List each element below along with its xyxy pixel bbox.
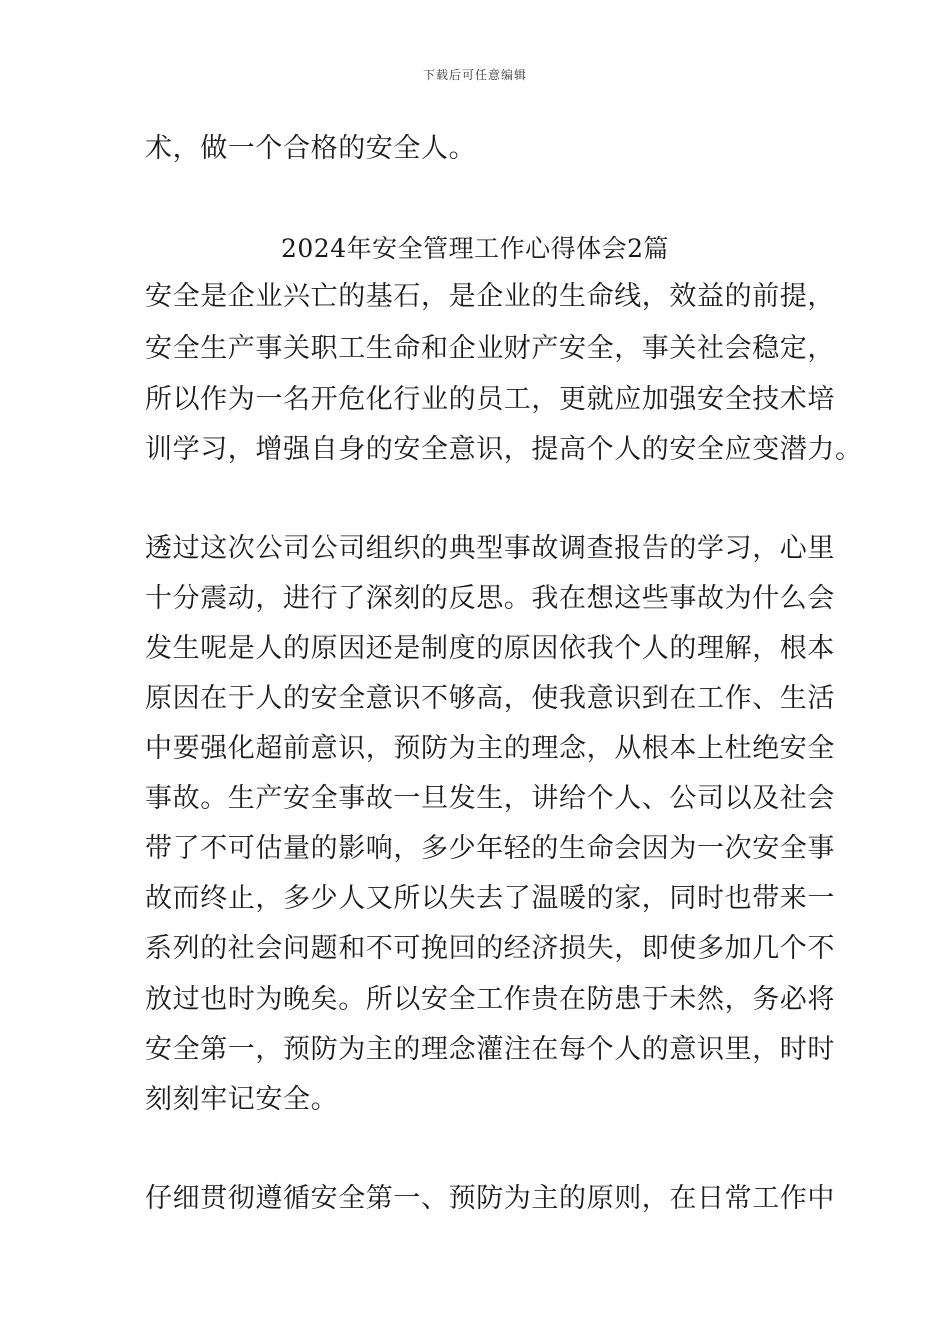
- text-line: 术，做一个合格的安全人。: [145, 133, 477, 164]
- text-line: 安全是企业兴亡的基石，是企业的生命线，效益的前提，: [145, 281, 835, 312]
- text-line: 十分震动，进行了深刻的反思。我在想这些事故为什么会: [145, 583, 835, 614]
- text-line: 带了不可估量的影响，多少年轻的生命会因为一次安全事: [145, 833, 835, 864]
- text-line: 仔细贯彻遵循安全第一、预防为主的原则，在日常工作中: [145, 1183, 835, 1214]
- text-line: 安全第一，预防为主的理念灌注在每个人的意识里，时时: [145, 1034, 835, 1065]
- text-line: 系列的社会问题和不可挽回的经济损失，即使多加几个不: [145, 933, 835, 964]
- text-line: 训学习，增强自身的安全意识，提高个人的安全应变潜力。: [145, 434, 863, 465]
- text-line: 事故。生产安全事故一旦发生，讲给个人、公司以及社会: [145, 783, 835, 814]
- text-line: 刻刻牢记安全。: [145, 1084, 339, 1115]
- text-line: 所以作为一名开危化行业的员工，更就应加强安全技术培: [145, 384, 835, 415]
- text-line: 发生呢是人的原因还是制度的原因依我个人的理解，根本: [145, 633, 835, 664]
- text-line: 透过这次公司公司组织的典型事故调查报告的学习，心里: [145, 533, 835, 564]
- text-line: 安全生产事关职工生命和企业财产安全，事关社会稳定，: [145, 333, 835, 364]
- text-line: 故而终止，多少人又所以失去了温暖的家，同时也带来一: [145, 883, 835, 914]
- text-line: 中要强化超前意识，预防为主的理念，从根本上杜绝安全: [145, 733, 835, 764]
- document-title: 2024年安全管理工作心得体会2篇: [280, 234, 670, 263]
- page-header-note: 下载后可任意编辑: [422, 68, 527, 82]
- text-line: 原因在于人的安全意识不够高，使我意识到在工作、生活: [145, 683, 835, 714]
- text-line: 放过也时为晚矣。所以安全工作贵在防患于未然，务必将: [145, 984, 835, 1015]
